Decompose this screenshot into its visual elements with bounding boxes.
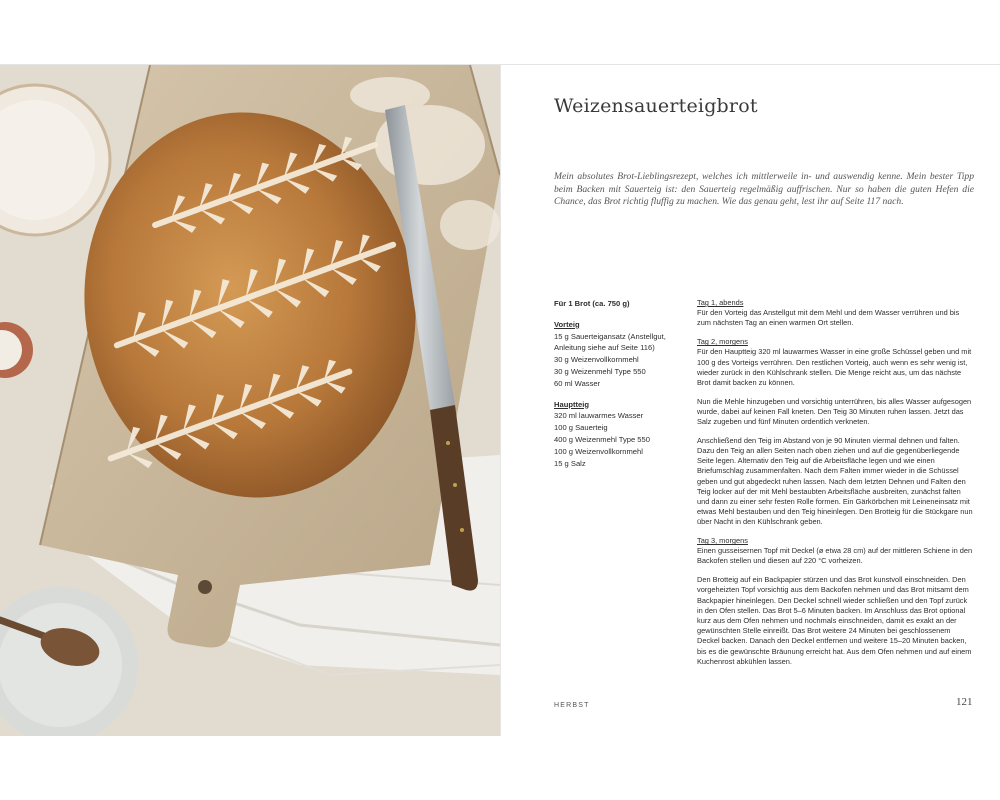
recipe-title: Weizensauerteigbrot [554, 95, 758, 117]
ingredient-item: 400 g Weizenmehl Type 550 [554, 434, 650, 444]
step-day-heading: Tag 2, morgens [697, 337, 748, 347]
step-day-1 [697, 298, 973, 329]
step-paragraph: Für den Vorteig das Anstellgut mit dem Mehl und dem Wasser verrühren und bis zum nächsten Tag an einen warmen Ort stellen. [697, 308, 960, 328]
book-spread [0, 64, 1000, 735]
ingredient-item: 15 g Salz [554, 458, 586, 468]
ingredient-item: 320 ml lauwarmes Wasser [554, 411, 644, 421]
bread-photo [0, 65, 500, 736]
ingredient-group-title: Vorteig [554, 319, 580, 329]
page-number: 121 [956, 696, 973, 708]
step-day-heading: Tag 3, morgens [697, 536, 748, 546]
step-paragraph: Einen gusseisernen Topf mit Deckel (ø etwa 28 cm) auf der mittleren Schiene in den Backofen stellen und diesen auf 220 °C vorheizen. [697, 546, 973, 566]
ingredient-item: 100 g Weizenvollkornmehl [554, 446, 643, 456]
step-paragraph: Für den Hauptteig 320 ml lauwarmes Wasser in eine große Schüssel geben und mit 100 g des Vorteigs verrühren. Den restlichen Vorteig, auch wenn es sehr wenig ist, wieder zurück in den Kühlschrank stellen. Die Menge reicht aus, um das nächste Brot damit backen zu können. [697, 347, 972, 387]
ingredient-item: 30 g Weizenmehl Type 550 [554, 366, 646, 376]
section-label: HERBST [554, 702, 590, 709]
step-day-3 [697, 536, 973, 667]
ingredient-group-vorteig [554, 319, 684, 390]
ingredient-item: 30 g Weizenvollkornmehl [554, 355, 639, 365]
ingredient-group-title: Hauptteig [554, 399, 590, 409]
recipe-yield: Für 1 Brot (ca. 750 g) [554, 299, 630, 308]
ingredients-column [554, 298, 684, 478]
step-paragraph: Den Brotteig auf ein Backpapier stürzen und das Brot kunstvoll einschneiden. Den vorgeheizten Topf vorsichtig aus dem Backofen nehmen und das Brot mitsamt dem Backpapier hineinlegen. Den Deckel schnell wieder schließen und den Topf zurück in den Ofen stellen. Das Brot 5–6 Minuten backen. Im Anschluss das Brot optional kurz aus dem Ofen nehmen und nochmals einschneiden, damit es exakt an der gewünschten Stelle einreißt. Das Brot weitere 24 Minuten bei geschlossenem Deckel backen. Danach den Deckel entfernen und weitere 15–20 Minuten backen, bis es die gewünschte Bräunung erreicht hat. Aus dem Ofen nehmen und auf einem Kuchenrost abkühlen lassen. [697, 575, 972, 666]
step-paragraph: Anschließend den Teig im Abstand von je 90 Minuten viermal dehnen und falten. Dazu den Teig an allen Seiten nach oben ziehen und auf die gegenüberliegende Seite legen. Alternativ den Teig auf die Arbeitsfläche legen und wie einen Briefumschlag zusammenfalten. Nach dem Falten immer wieder in die Schüssel geben und gut abgedeckt ruhen lassen. Nach dem letzten Dehnen und Falten den Teig locker auf der mit Mehl bestaubten Arbeitsfläche ausbreiten, zunächst falten und dann zu einer sehr festen Rolle formen. Ein Gärkörbchen mit Leineneinsatz mit etwas Mehl bestauben und den Teig hineinlegen. Den Brotteig für die Stückgare nun über Nacht in den Kühlschrank geben. [697, 435, 973, 527]
ingredient-item: 60 ml Wasser [554, 378, 601, 388]
ingredient-group-hauptteig [554, 399, 684, 470]
step-day-2 [697, 337, 973, 527]
step-day-heading: Tag 1, abends [697, 298, 744, 307]
recipe-intro: Mein absolutes Brot-Lieblingsrezept, welches ich mittlerweile in- und auswendig kenne. Mein bester Tipp beim Backen mit Sauerteig ist: den Sauerteig regelmäßig auffrischen. Nur so haben die guten Hefen die Chance, das Brot richtig fluffig zu machen. Wie das genau geht, lest ihr auf Seite 117 nach. [554, 171, 974, 208]
instructions-column [697, 298, 973, 676]
ingredient-item: 15 g Sauerteigansatz (Anstellgut, Anleitung siehe auf Seite 116) [554, 331, 666, 353]
recipe-page [500, 65, 1000, 736]
step-paragraph: Nun die Mehle hinzugeben und vorsichtig unterrühren, bis alles Wasser aufgesogen wurde, dabei auf keinen Fall kneten. Den Teig 30 Minuten ruhen lassen. Jetzt das Salz zugeben und fünf Minuten ordentlich verkneten. [697, 396, 972, 427]
ingredient-item: 100 g Sauerteig [554, 423, 608, 433]
